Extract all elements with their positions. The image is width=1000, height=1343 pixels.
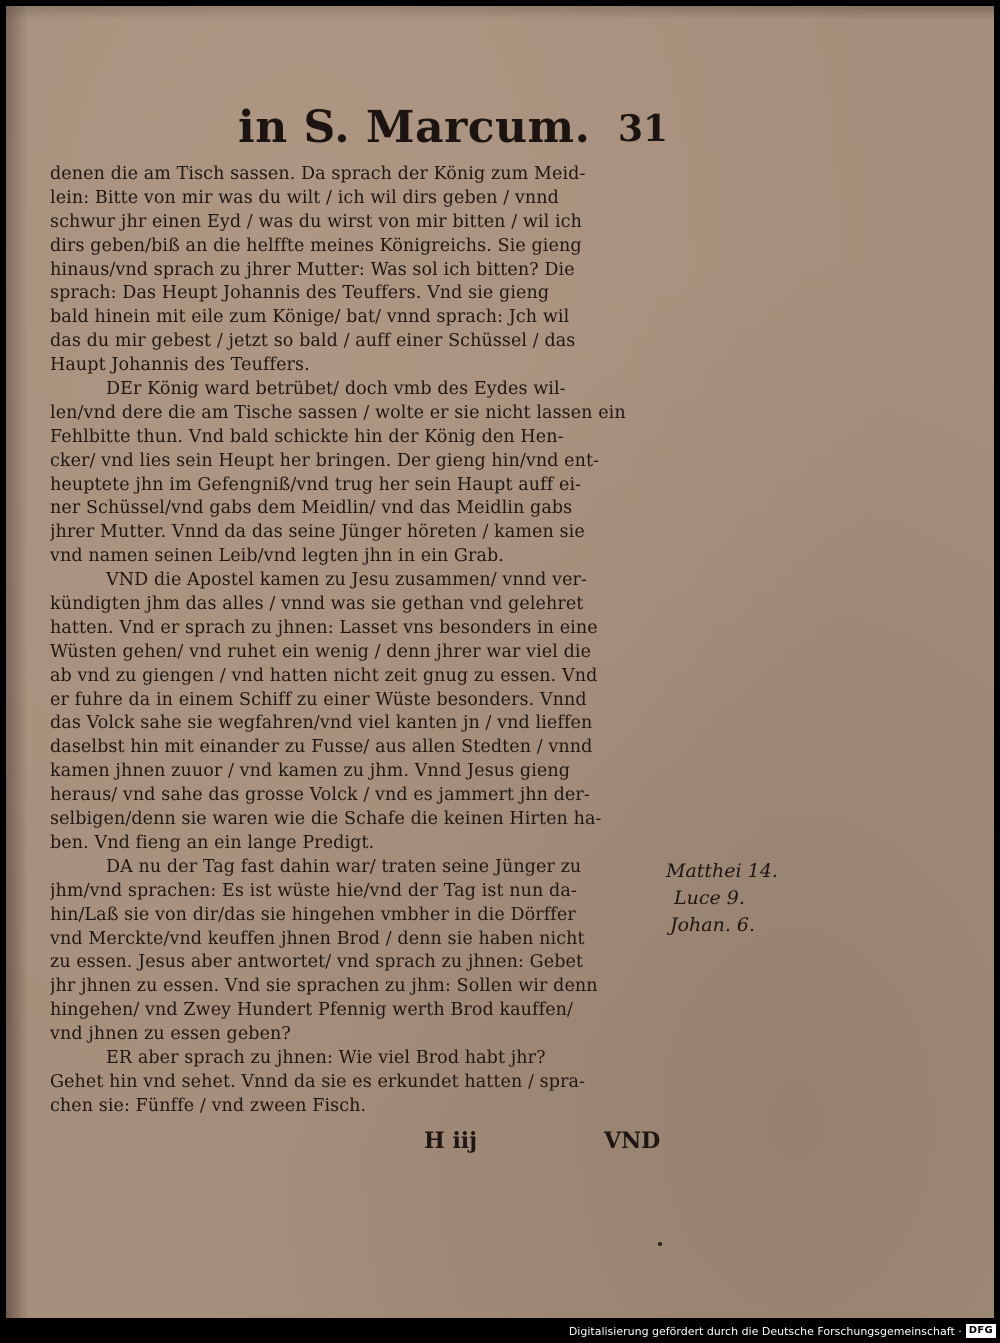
text-line: dirs geben/biß an die helffte meines Königreichs. Sie gieng xyxy=(50,235,582,256)
text-line: Gehet hin vnd sehet. Vnnd da sie es erkundet hatten / spra- xyxy=(50,1071,586,1092)
text-line: das du mir gebest / jetzt so bald / auff einer Schüssel / das xyxy=(50,331,576,352)
margin-note-luke: Luce 9. xyxy=(674,887,745,909)
text-line: vnd namen seinen Leib/vnd legten jhn in ein Grab. xyxy=(50,546,504,567)
text-line: bald hinein mit eile zum Könige/ bat/ vnnd sprach: Jch wil xyxy=(50,307,570,328)
text-line: schwur jhr einen Eyd / was du wirst von mir bitten / wil ich xyxy=(50,211,582,232)
paragraph-start-line: ER aber sprach zu jhnen: Wie viel Brod habt jhr? xyxy=(106,1047,546,1068)
text-line: kündigten jhm das alles / vnnd was sie gethan vnd gelehret xyxy=(50,594,584,615)
text-line: hatten. Vnd er sprach zu jhnen: Lasset vns besonders in eine xyxy=(50,617,598,638)
text-line: len/vnd dere die am Tische sassen / wolte er sie nicht lassen ein xyxy=(50,402,626,423)
text-line: heraus/ vnd sahe das grosse Volck / vnd es jammert jhn der- xyxy=(50,785,590,806)
text-line: sprach: Das Heupt Johannis des Teuffers. Vnd sie gieng xyxy=(50,283,550,304)
paragraph-start-line: DA nu der Tag fast dahin war/ traten seine Jünger zu xyxy=(106,856,582,877)
funding-credit: Digitalisierung gefördert durch die Deutsche Forschungsgemeinschaft · xyxy=(568,1324,962,1338)
text-line: jhrer Mutter. Vnnd da das seine Jünger höreten / kamen sie xyxy=(50,522,585,543)
page-footer xyxy=(6,1128,994,1168)
text-line: ner Schüssel/vnd gabs dem Meidlin/ vnd das Meidlin gabs xyxy=(50,498,573,519)
paper-speck xyxy=(658,1242,662,1246)
page-number: 31 xyxy=(618,108,669,150)
text-line: vnd jhnen zu essen geben? xyxy=(50,1024,291,1045)
body-text xyxy=(50,163,670,1119)
text-line: zu essen. Jesus aber antwortet/ vnd sprach zu jhnen: Gebet xyxy=(50,952,584,973)
catchword: VND xyxy=(604,1128,661,1154)
text-line: das Volck sahe sie wegfahren/vnd viel kanten jn / vnd lieffen xyxy=(50,713,593,734)
paragraph-start-line: VND die Apostel kamen zu Jesu zusammen/ vnnd ver- xyxy=(106,570,588,591)
text-line: ben. Vnd fieng an ein lange Predigt. xyxy=(50,832,375,853)
paragraph-start-line: DEr König ward betrübet/ doch vmb des Eydes wil- xyxy=(106,379,566,400)
page-header xyxy=(6,102,994,162)
scanned-page xyxy=(6,6,994,1318)
text-line: ab vnd zu giengen / vnd hatten nicht zeit gnug zu essen. Vnd xyxy=(50,665,598,686)
text-line: cker/ vnd lies sein Heupt her bringen. Der gieng hin/vnd ent- xyxy=(50,450,600,471)
margin-notes xyxy=(666,858,778,939)
text-line: vnd Merckte/vnd keuffen jhnen Brod / denn sie haben nicht xyxy=(50,928,585,949)
text-line: selbigen/denn sie waren wie die Schafe die keinen Hirten ha- xyxy=(50,809,602,830)
text-line: denen die am Tisch sassen. Da sprach der König zum Meid- xyxy=(50,164,586,184)
text-line: Haupt Johannis des Teuffers. xyxy=(50,355,310,376)
running-title: in S. Marcum. xyxy=(238,102,591,153)
text-line: kamen jhnen zuuor / vnd kamen zu jhm. Vnnd Jesus gieng xyxy=(50,761,571,782)
text-line: Wüsten gehen/ vnd ruhet ein wenig / denn jhrer war viel die xyxy=(50,641,592,662)
text-line: jhr jhnen zu essen. Vnd sie sprachen zu jhm: Sollen wir denn xyxy=(50,976,598,997)
credit-bar xyxy=(569,1319,996,1343)
dfg-logo-icon: DFG xyxy=(966,1324,996,1338)
text-line: Fehlbitte thun. Vnd bald schickte hin der König den Hen- xyxy=(50,426,564,447)
text-line: heuptete jhn im Gefengniß/vnd trug her sein Haupt auff ei- xyxy=(50,474,582,495)
text-line: hin/Laß sie von dir/das sie hingehen vmbher in die Dörffer xyxy=(50,904,576,925)
text-line: lein: Bitte von mir was du wilt / ich wil dirs geben / vnnd xyxy=(50,187,559,208)
text-line: hingehen/ vnd Zwey Hundert Pfennig werth Brod kauffen/ xyxy=(50,1000,574,1021)
text-line: hinaus/vnd sprach zu jhrer Mutter: Was sol ich bitten? Die xyxy=(50,259,575,280)
text-line: jhm/vnd sprachen: Es ist wüste hie/vnd der Tag ist nun da- xyxy=(50,880,577,901)
margin-note-john: Johan. 6. xyxy=(670,914,756,936)
text-line: chen sie: Fünffe / vnd zween Fisch. xyxy=(50,1095,367,1116)
signature-mark: H iij xyxy=(424,1128,478,1154)
margin-note-matthew: Matthei 14. xyxy=(666,860,778,882)
text-line: er fuhre da in einem Schiff zu einer Wüste besonders. Vnnd xyxy=(50,689,587,710)
text-line: daselbst hin mit einander zu Fusse/ aus allen Stedten / vnnd xyxy=(50,737,593,758)
